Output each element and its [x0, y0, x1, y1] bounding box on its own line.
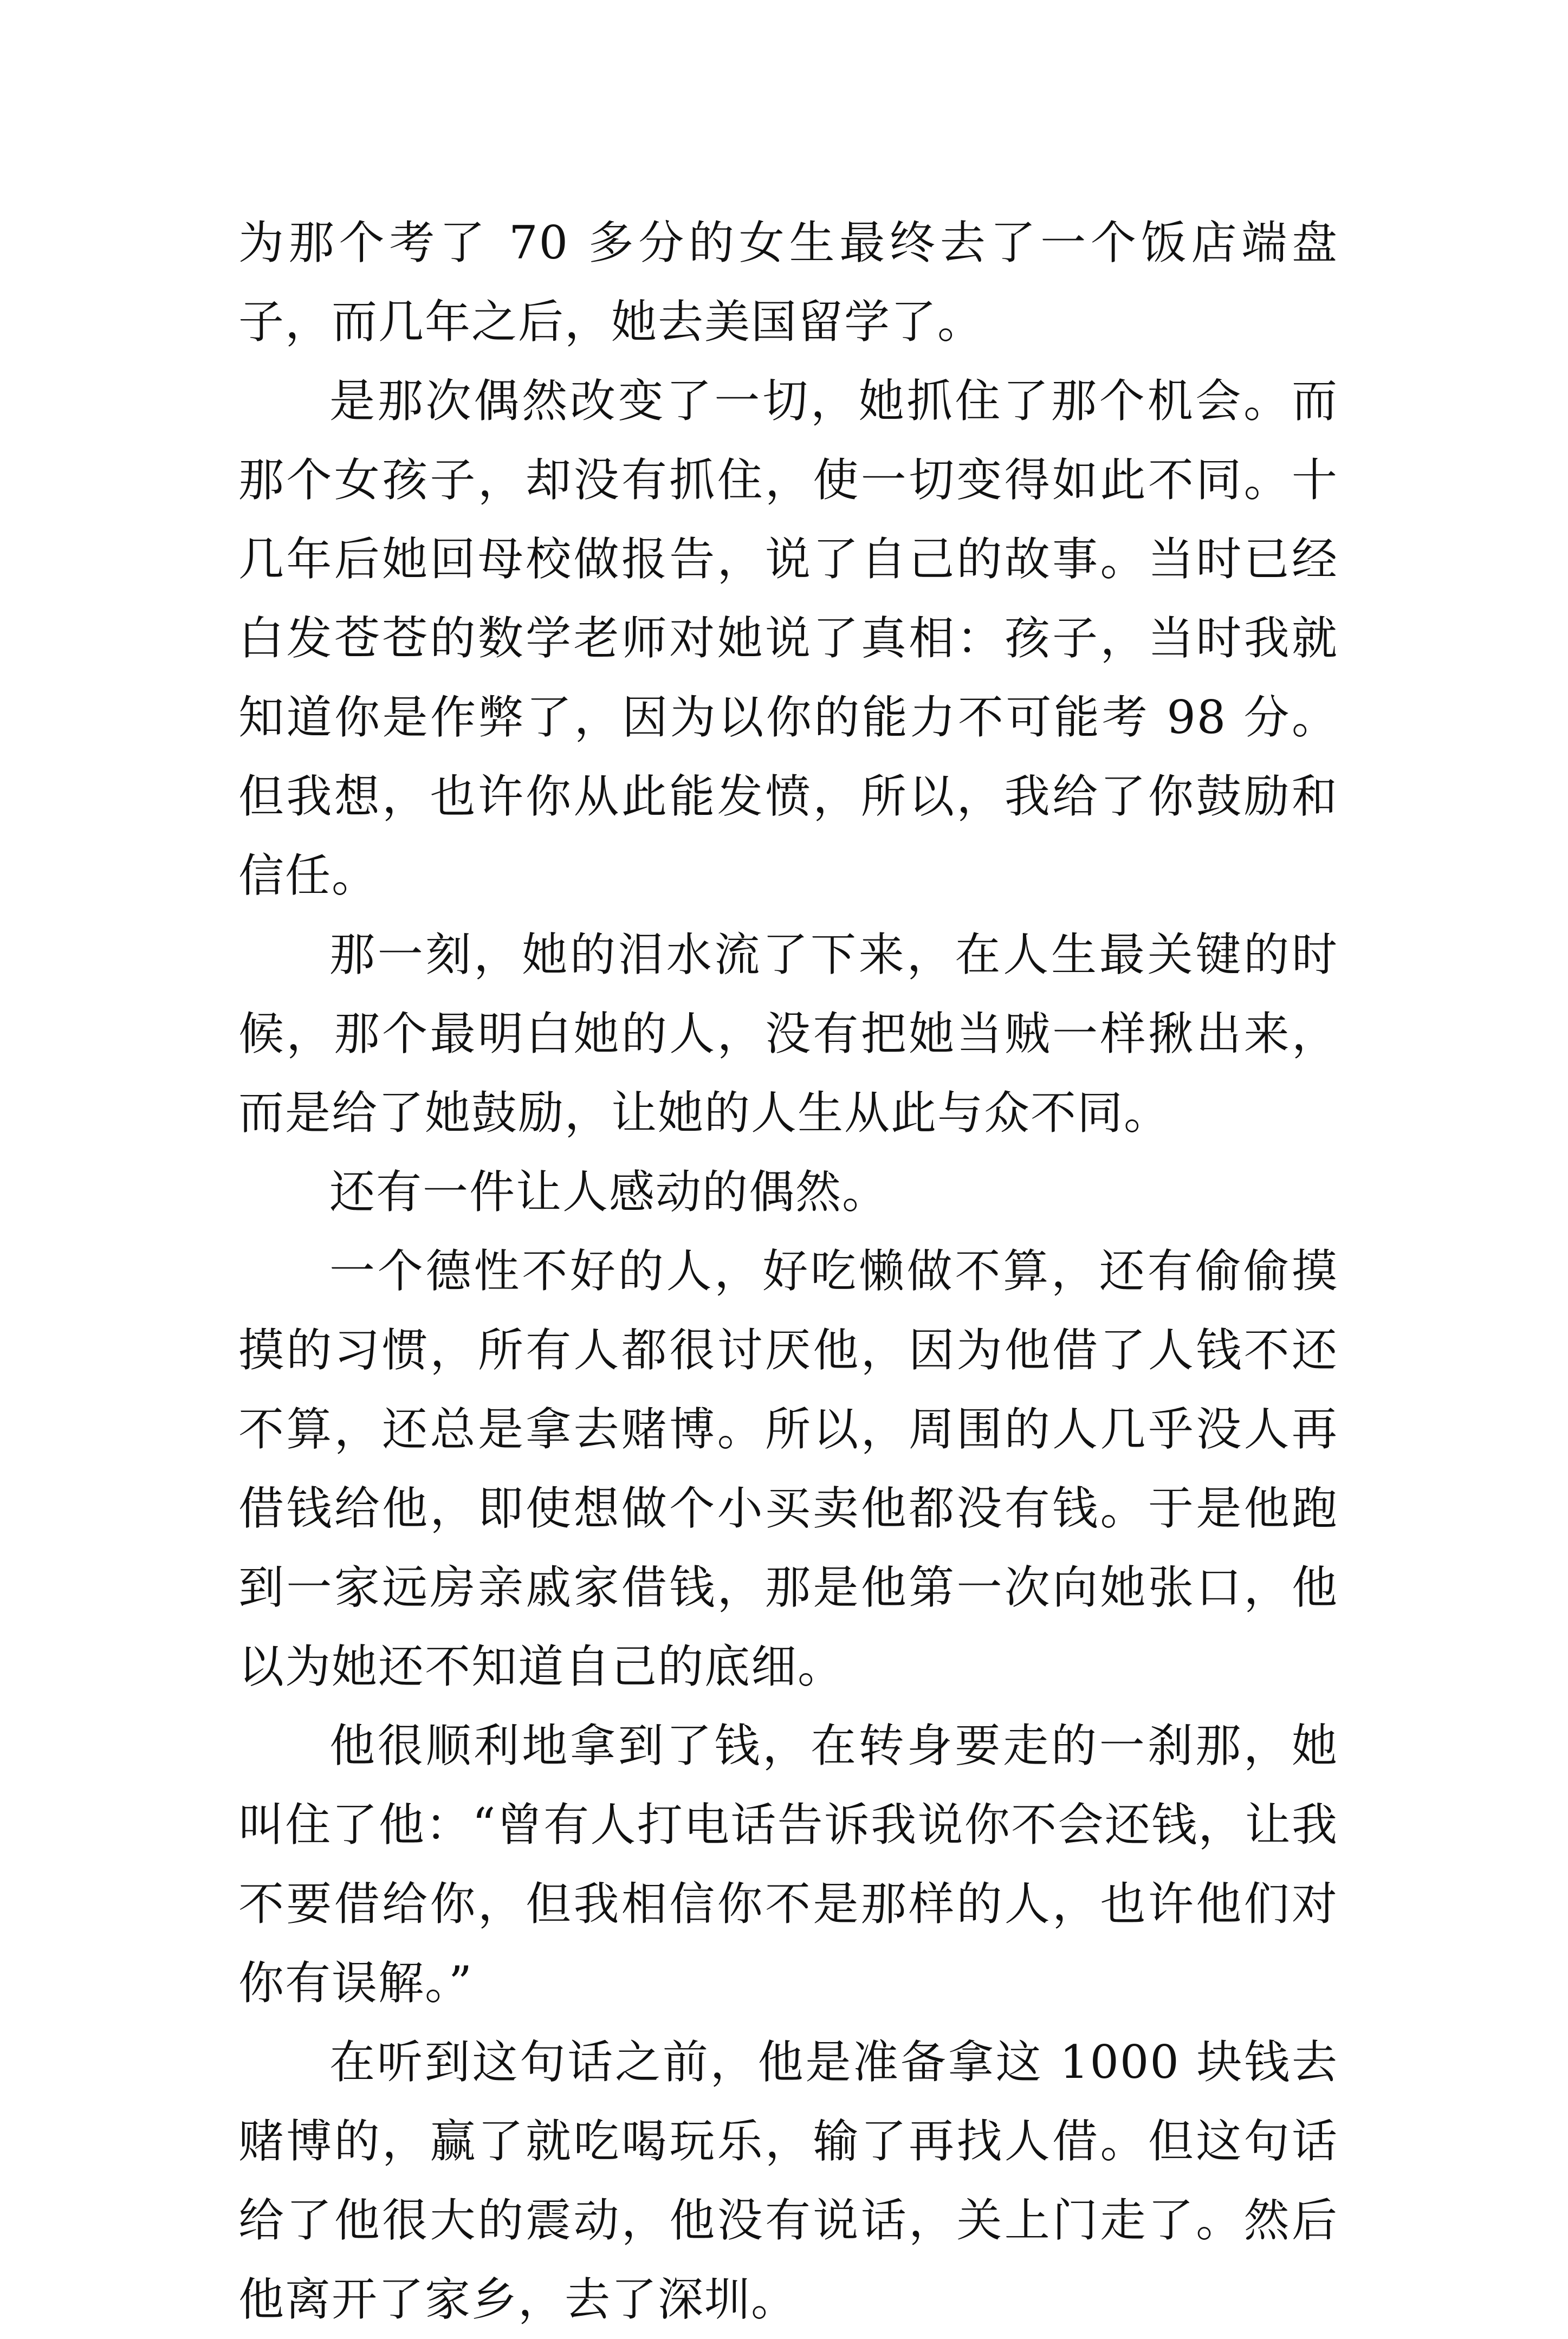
paragraph-continuation: 为那个考了 70 多分的女生最终去了一个饭店端盘子，而几年之后，她去美国留学了。 [238, 216, 1338, 348]
paragraph: 是那次偶然改变了一切，她抓住了那个机会。而那个女孩子，却没有抓住，使一切变得如此不同。十几年后她回母校做报告，说了自己的故事。当时已经白发苍苍的数学老师对她说了真相：孩子，当时我就知道你是作弊了，因为以你的能力不可能考 98 分。但我想，也许你从此能发愤，所以，我给了你鼓励和信任。 [238, 374, 1338, 902]
paragraph: 那一刻，她的泪水流了下来，在人生最关键的时候，那个最明白她的人，没有把她当贼一样揪出来，而是给了她鼓励，让她的人生从此与众不同。 [238, 928, 1338, 1139]
paragraph: 一个德性不好的人，好吃懒做不算，还有偷偷摸摸的习惯，所有人都很讨厌他，因为他借了人钱不还不算，还总是拿去赌博。所以，周围的人几乎没人再借钱给他，即使想做个小买卖他都没有钱。于是他跑到一家远房亲戚家借钱，那是他第一次向她张口，他以为她还不知道自己的底细。 [238, 1245, 1338, 1693]
paragraph: 在听到这句话之前，他是准备拿这 1000 块钱去赌博的，赢了就吃喝玩乐，输了再找人借。但这句话给了他很大的震动，他没有说话，关上门走了。然后他离开了家乡，去了深圳。 [238, 2036, 1338, 2326]
body-text [238, 203, 1338, 2339]
paragraph: 他很顺利地拿到了钱，在转身要走的一刹那，她叫住了他：“曾有人打电话告诉我说你不会还钱，让我不要借给你，但我相信你不是那样的人，也许他们对你有误解。” [238, 1719, 1338, 2010]
paragraph: 还有一件让人感动的偶然。 [329, 1165, 889, 1219]
